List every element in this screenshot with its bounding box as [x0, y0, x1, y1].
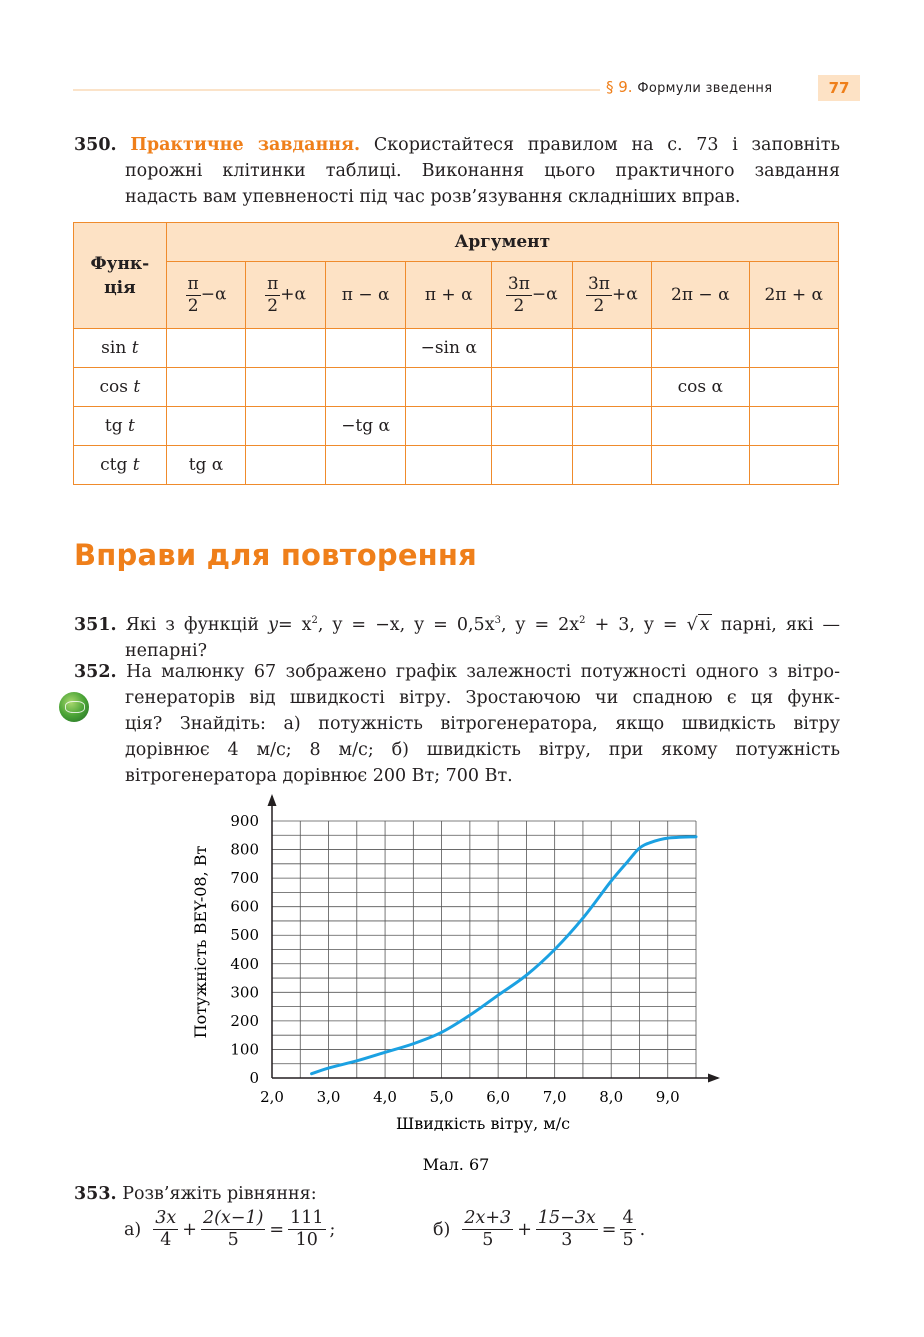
arg-col-pi-plus: π + α	[406, 262, 492, 329]
x-tick-label: 7,0	[542, 1088, 567, 1106]
table-cell: −sin α	[406, 329, 492, 368]
exercise-number: 350.	[74, 135, 117, 155]
x-tick-label: 5,0	[429, 1088, 454, 1106]
argument-header: Аргумент	[166, 223, 838, 262]
exercise-number: 351.	[74, 614, 117, 635]
x-axis-arrow	[708, 1074, 720, 1083]
equation-b: б) $\frac{2x+3}{5}$ + $\frac{15-3x}{3}$ = $\frac{4}{5}$ .	[433, 1208, 646, 1250]
table-cell: tg α	[166, 446, 246, 485]
section-number: § 9.	[606, 78, 633, 96]
x-tick-label: 9,0	[655, 1088, 680, 1106]
arg-col-3pi2-minus: $\frac{3\pi}{2}$ −α	[492, 262, 573, 329]
x-tick-label: 6,0	[486, 1088, 511, 1106]
y-tick-label: 0	[249, 1069, 259, 1087]
exercise-text: порожні клітинки таблиці. Виконання цього практичного завдання	[125, 161, 840, 181]
y-tick-label: 500	[230, 926, 259, 945]
y-tick-label: 300	[230, 983, 259, 1002]
section-heading: Вправи для повторення	[74, 538, 477, 572]
arg-col-2pi-plus: 2π + α	[749, 262, 838, 329]
exercise-text: надасть вам упевненості під час розв’язування складніших вправ.	[125, 187, 741, 207]
arg-col-pi2-plus: $\frac{\pi}{2}$ +α	[246, 262, 326, 329]
y-tick-label: 700	[230, 869, 259, 888]
function-header: Функ- ція	[74, 223, 167, 329]
table-cell: −tg α	[325, 407, 406, 446]
arg-col-3pi2-plus: $\frac{3\pi}{2}$ +α	[572, 262, 652, 329]
x-tick-label: 2,0	[260, 1088, 284, 1106]
y-tick-label: 800	[230, 840, 259, 859]
y-tick-label: 600	[230, 897, 259, 916]
y-tick-label: 400	[230, 954, 259, 973]
figure-caption: Мал. 67	[422, 1155, 490, 1174]
exercise-number: 353.	[74, 1184, 117, 1204]
function-name: tg t	[74, 407, 167, 446]
x-tick-label: 4,0	[373, 1088, 397, 1106]
y-axis-arrow	[268, 794, 277, 806]
exercise-text: Скористайтеся правилом на с. 73 і заповніть	[373, 135, 840, 155]
y-tick-label: 100	[230, 1040, 259, 1059]
function-name: cos t	[74, 368, 167, 407]
power-curve	[312, 837, 696, 1074]
exercise-351: 351. Які з функцій $y= x^2$, y = −x, $y = 0,5x^3$, $y = 2x^2 + 3$, y = √ x парні, які — непарні?	[74, 614, 840, 661]
page-number: 77	[818, 75, 860, 101]
function-name: sin t	[74, 329, 167, 368]
function-name: ctg t	[74, 446, 167, 485]
y-tick-label: 200	[230, 1011, 259, 1030]
chart-grid	[272, 821, 696, 1078]
arg-col-pi-minus: π − α	[325, 262, 406, 329]
section-title: Формули зведення	[637, 81, 773, 96]
y-axis-label: Потужність BEY-08, Вт	[191, 845, 210, 1039]
exercise-title: Практичне завдання.	[130, 135, 361, 155]
y-tick-label: 900	[230, 812, 259, 830]
x-tick-label: 3,0	[316, 1088, 341, 1106]
table-cell: cos α	[652, 368, 749, 407]
exercise-352: 352. На малюнку 67 зображено графік залежності потужності одного з вітро- генераторів від швидкості вітру. Зростаючою чи спадною є ця функ- ція? Знайдіть: а) потужність вітрогенератора, якщо швидкість вітру дорівнює 4 м/с; 8 м/с; б) швидкість вітру, при якому потужність вітрогенератора дорівнює 200 Вт; 700 Вт.	[74, 662, 840, 786]
exercise-number: 352.	[74, 662, 117, 682]
arg-col-pi2-minus: $\frac{\pi}{2}$ −α	[166, 262, 246, 329]
exercise-353: 353. Розв’яжіть рівняння:	[74, 1184, 317, 1204]
equation-a: а) $\frac{3x}{4}$ + $\frac{2(x-1)}{5}$ = $\frac{111}{10}$ ;	[124, 1208, 336, 1250]
x-axis-label: Швидкість вітру, м/с	[395, 1114, 571, 1133]
arg-col-2pi-minus: 2π − α	[652, 262, 749, 329]
x-tick-label: 8,0	[599, 1088, 624, 1106]
chart-axes	[268, 794, 721, 1083]
chart-ticks	[230, 812, 679, 1106]
